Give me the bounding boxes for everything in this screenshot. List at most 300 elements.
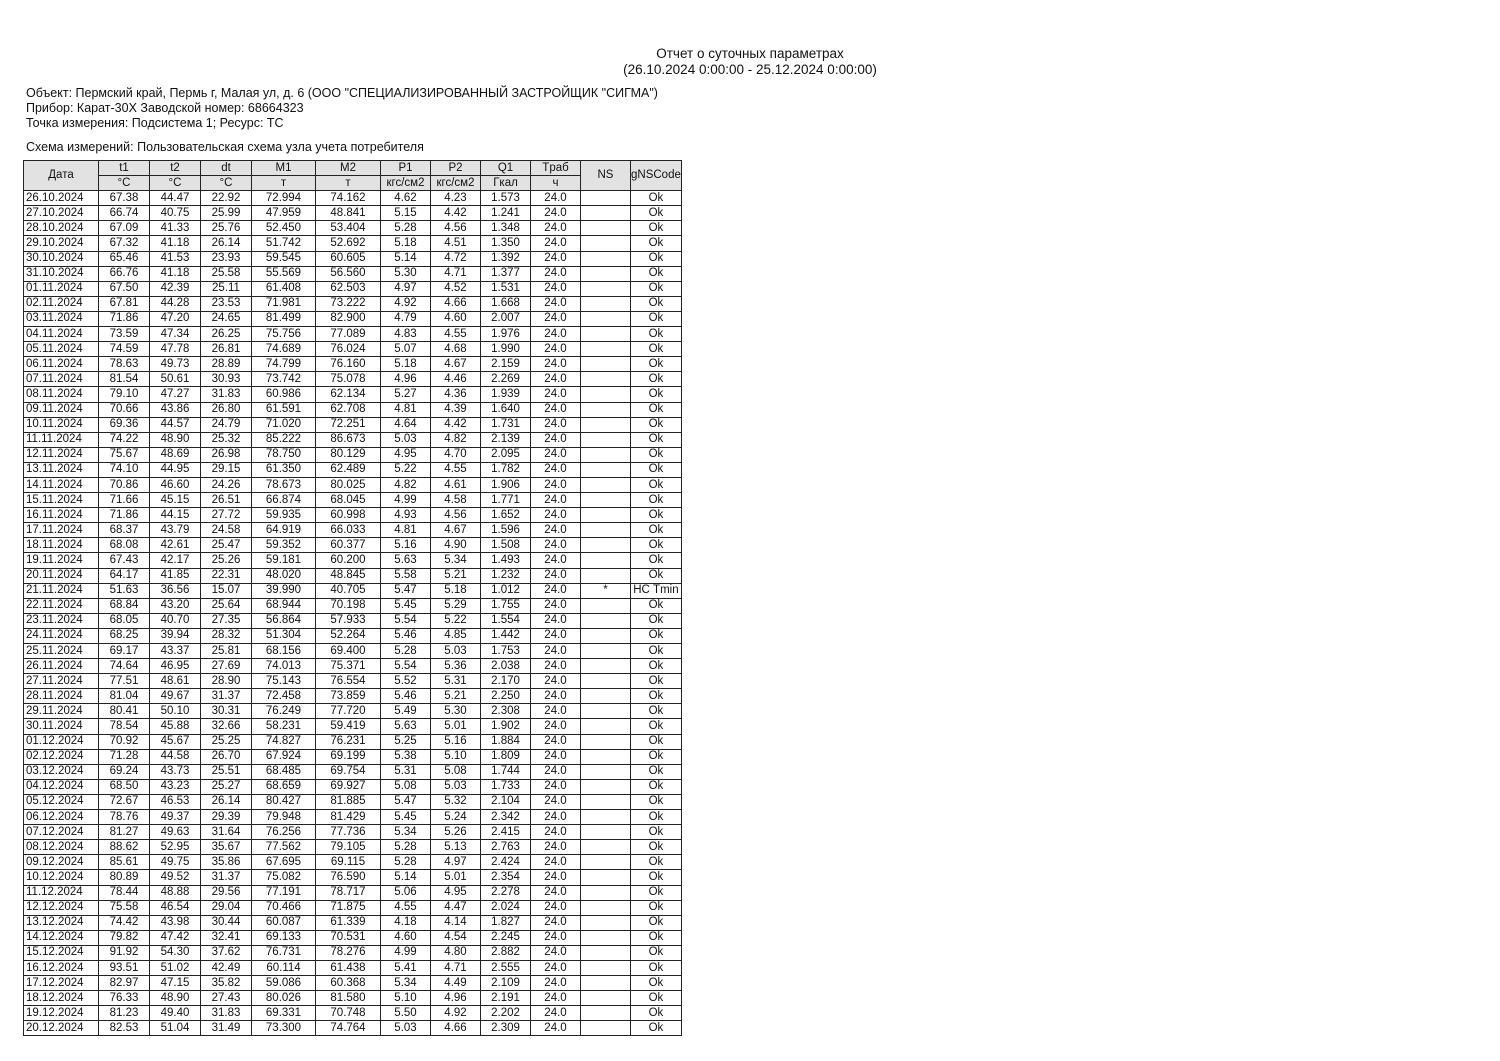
table-cell: 82.53 <box>99 1021 150 1036</box>
date-cell: 08.12.2024 <box>24 840 99 855</box>
table-cell: 24.0 <box>531 568 581 583</box>
column-unit: Гкал <box>481 176 531 191</box>
column-unit: ч <box>531 176 581 191</box>
table-cell: 37.62 <box>201 945 252 960</box>
table-cell: 46.60 <box>150 477 201 492</box>
table-cell: Ok <box>631 719 682 734</box>
table-cell: 2.109 <box>481 976 531 991</box>
date-header: Дата <box>24 161 99 191</box>
table-cell: 1.990 <box>481 342 531 357</box>
table-cell: 4.80 <box>431 945 481 960</box>
table-cell: 71.28 <box>99 749 150 764</box>
table-row <box>24 523 682 538</box>
table-cell: 47.34 <box>150 327 201 342</box>
table-cell: 60.605 <box>316 251 381 266</box>
table-cell: 27.69 <box>201 659 252 674</box>
table-row <box>24 493 682 508</box>
table-cell <box>581 191 631 206</box>
table-cell: 86.673 <box>316 432 381 447</box>
table-cell: 1.573 <box>481 191 531 206</box>
table-cell: 26.14 <box>201 794 252 809</box>
table-cell: 81.04 <box>99 689 150 704</box>
date-cell: 23.11.2024 <box>24 613 99 628</box>
table-row <box>24 870 682 885</box>
table-cell: 4.68 <box>431 342 481 357</box>
table-cell: Ok <box>631 613 682 628</box>
table-row <box>24 855 682 870</box>
table-cell: 39.990 <box>252 583 316 598</box>
table-cell: Ok <box>631 870 682 885</box>
table-cell: 25.32 <box>201 432 252 447</box>
table-cell: 22.31 <box>201 568 252 583</box>
table-cell: 1.902 <box>481 719 531 734</box>
table-cell: 73.59 <box>99 327 150 342</box>
table-cell: 76.731 <box>252 945 316 960</box>
table-cell: 47.15 <box>150 976 201 991</box>
date-cell: 01.11.2024 <box>24 281 99 296</box>
table-cell: 24.0 <box>531 477 581 492</box>
table-cell: 24.0 <box>531 191 581 206</box>
table-cell: 59.545 <box>252 251 316 266</box>
table-cell: 24.79 <box>201 417 252 432</box>
date-cell: 03.12.2024 <box>24 764 99 779</box>
table-cell: 60.986 <box>252 387 316 402</box>
table-cell <box>581 477 631 492</box>
table-cell: 61.339 <box>316 915 381 930</box>
table-cell: 70.66 <box>99 402 150 417</box>
table-cell: 25.27 <box>201 779 252 794</box>
table-cell <box>581 644 631 659</box>
report-period: (26.10.2024 0:00:00 - 25.12.2024 0:00:00) <box>623 62 877 77</box>
table-cell <box>581 417 631 432</box>
table-cell: 26.98 <box>201 447 252 462</box>
date-cell: 01.12.2024 <box>24 734 99 749</box>
table-cell: 41.53 <box>150 251 201 266</box>
table-cell: 24.0 <box>531 930 581 945</box>
table-cell <box>581 1006 631 1021</box>
table-cell: 4.79 <box>381 311 431 326</box>
table-cell: 5.46 <box>381 689 431 704</box>
table-cell: 24.0 <box>531 810 581 825</box>
table-cell <box>581 870 631 885</box>
table-row <box>24 598 682 613</box>
table-cell: 81.27 <box>99 825 150 840</box>
table-row <box>24 840 682 855</box>
table-cell: 66.74 <box>99 206 150 221</box>
table-cell: 4.92 <box>381 296 431 311</box>
table-cell: 2.245 <box>481 930 531 945</box>
table-cell: 51.742 <box>252 236 316 251</box>
table-cell: 50.61 <box>150 372 201 387</box>
table-cell: 26.25 <box>201 327 252 342</box>
table-cell: 74.22 <box>99 432 150 447</box>
table-cell: 4.42 <box>431 417 481 432</box>
table-cell <box>581 840 631 855</box>
table-cell: 78.276 <box>316 945 381 960</box>
table-cell: 23.53 <box>201 296 252 311</box>
table-cell: 70.531 <box>316 930 381 945</box>
column-unit: кгс/см2 <box>381 176 431 191</box>
table-cell: 82.900 <box>316 311 381 326</box>
table-cell: 76.33 <box>99 991 150 1006</box>
column-header: Tраб <box>531 161 581 176</box>
table-cell: 24.0 <box>531 508 581 523</box>
table-row <box>24 387 682 402</box>
table-cell: 5.47 <box>381 794 431 809</box>
table-cell: 72.994 <box>252 191 316 206</box>
table-cell: 5.22 <box>431 613 481 628</box>
table-cell <box>581 764 631 779</box>
table-cell: Ok <box>631 915 682 930</box>
date-cell: 14.12.2024 <box>24 930 99 945</box>
table-cell: 4.82 <box>431 432 481 447</box>
table-cell: 66.76 <box>99 266 150 281</box>
table-cell: 68.944 <box>252 598 316 613</box>
table-cell: 24.0 <box>531 855 581 870</box>
table-cell: 73.859 <box>316 689 381 704</box>
table-cell: 2.095 <box>481 447 531 462</box>
table-cell: 68.84 <box>99 598 150 613</box>
table-row <box>24 930 682 945</box>
table-row <box>24 508 682 523</box>
table-row <box>24 689 682 704</box>
table-cell: 72.251 <box>316 417 381 432</box>
table-cell: Ok <box>631 659 682 674</box>
table-row <box>24 976 682 991</box>
table-cell <box>581 779 631 794</box>
table-cell: 2.278 <box>481 885 531 900</box>
table-cell: 35.67 <box>201 840 252 855</box>
table-cell: 4.61 <box>431 477 481 492</box>
daily-parameters-table <box>23 160 682 1036</box>
table-cell: 24.0 <box>531 960 581 975</box>
table-cell: 2.007 <box>481 311 531 326</box>
table-cell: 36.56 <box>150 583 201 598</box>
table-cell: 1.350 <box>481 236 531 251</box>
table-cell: 55.569 <box>252 266 316 281</box>
table-cell: Ok <box>631 372 682 387</box>
table-cell: 2.342 <box>481 810 531 825</box>
table-cell <box>581 960 631 975</box>
table-cell: 24.0 <box>531 462 581 477</box>
table-cell: 5.08 <box>431 764 481 779</box>
table-cell: 5.50 <box>381 1006 431 1021</box>
table-cell: 15.07 <box>201 583 252 598</box>
table-cell: 61.438 <box>316 960 381 975</box>
table-cell: Ok <box>631 885 682 900</box>
table-cell: 4.71 <box>431 266 481 281</box>
table-cell <box>581 734 631 749</box>
table-cell: 51.02 <box>150 960 201 975</box>
table-cell: 1.753 <box>481 644 531 659</box>
table-cell: 4.93 <box>381 508 431 523</box>
table-cell: 24.0 <box>531 870 581 885</box>
table-cell: 78.44 <box>99 885 150 900</box>
table-cell: 4.14 <box>431 915 481 930</box>
table-cell: 79.948 <box>252 810 316 825</box>
table-cell: 5.31 <box>381 764 431 779</box>
table-cell: 5.25 <box>381 734 431 749</box>
table-cell: 4.83 <box>381 327 431 342</box>
table-cell: 81.429 <box>316 810 381 825</box>
date-cell: 10.12.2024 <box>24 870 99 885</box>
table-cell: 2.269 <box>481 372 531 387</box>
column-header: t2 <box>150 161 201 176</box>
table-cell <box>581 342 631 357</box>
table-cell: Ok <box>631 236 682 251</box>
date-cell: 26.10.2024 <box>24 191 99 206</box>
table-cell: 24.0 <box>531 553 581 568</box>
table-cell: 1.377 <box>481 266 531 281</box>
table-cell: 77.562 <box>252 840 316 855</box>
table-cell: 24.0 <box>531 689 581 704</box>
table-row <box>24 281 682 296</box>
date-cell: 04.12.2024 <box>24 779 99 794</box>
table-cell: 79.105 <box>316 840 381 855</box>
table-cell <box>581 251 631 266</box>
table-cell: 5.32 <box>431 794 481 809</box>
table-cell: Ok <box>631 960 682 975</box>
table-row <box>24 794 682 809</box>
column-unit: °C <box>150 176 201 191</box>
table-cell <box>581 628 631 643</box>
date-cell: 29.10.2024 <box>24 236 99 251</box>
table-row <box>24 674 682 689</box>
table-cell <box>581 719 631 734</box>
table-cell: 4.49 <box>431 976 481 991</box>
table-cell: 52.95 <box>150 840 201 855</box>
table-cell: 71.981 <box>252 296 316 311</box>
table-cell: 1.668 <box>481 296 531 311</box>
table-cell: 1.493 <box>481 553 531 568</box>
table-cell: 43.86 <box>150 402 201 417</box>
table-cell: 5.38 <box>381 749 431 764</box>
table-cell: 4.60 <box>381 930 431 945</box>
table-cell <box>581 432 631 447</box>
table-cell: 52.692 <box>316 236 381 251</box>
table-cell <box>581 855 631 870</box>
table-cell: 5.41 <box>381 960 431 975</box>
table-cell: НС Tmin <box>631 583 682 598</box>
table-cell: 24.0 <box>531 266 581 281</box>
table-cell: 4.67 <box>431 523 481 538</box>
date-cell: 20.12.2024 <box>24 1021 99 1036</box>
table-cell: 48.841 <box>316 206 381 221</box>
date-cell: 10.11.2024 <box>24 417 99 432</box>
table-cell: 68.05 <box>99 613 150 628</box>
table-cell: 4.99 <box>381 493 431 508</box>
date-cell: 29.11.2024 <box>24 704 99 719</box>
table-cell: 48.845 <box>316 568 381 583</box>
table-header <box>24 161 682 191</box>
table-cell: 61.408 <box>252 281 316 296</box>
table-cell: 53.404 <box>316 221 381 236</box>
table-cell: Ok <box>631 342 682 357</box>
table-cell: Ok <box>631 327 682 342</box>
date-cell: 26.11.2024 <box>24 659 99 674</box>
date-cell: 16.12.2024 <box>24 960 99 975</box>
table-cell: 67.50 <box>99 281 150 296</box>
table-cell: 24.0 <box>531 1021 581 1036</box>
table-cell: 30.44 <box>201 915 252 930</box>
table-cell: 52.450 <box>252 221 316 236</box>
table-cell: 71.66 <box>99 493 150 508</box>
table-cell <box>581 508 631 523</box>
table-cell: 69.133 <box>252 930 316 945</box>
table-cell: 2.159 <box>481 357 531 372</box>
date-cell: 06.11.2024 <box>24 357 99 372</box>
table-row <box>24 734 682 749</box>
table-cell: 5.63 <box>381 553 431 568</box>
table-cell: 1.241 <box>481 206 531 221</box>
table-cell: 75.67 <box>99 447 150 462</box>
table-cell: 2.250 <box>481 689 531 704</box>
table-cell: 24.0 <box>531 523 581 538</box>
table-cell: 24.0 <box>531 779 581 794</box>
table-cell: 24.0 <box>531 251 581 266</box>
table-cell: 79.10 <box>99 387 150 402</box>
table-cell: 44.58 <box>150 749 201 764</box>
table-cell: 44.28 <box>150 296 201 311</box>
table-cell: 4.56 <box>431 508 481 523</box>
table-cell: 4.64 <box>381 417 431 432</box>
table-cell <box>581 538 631 553</box>
table-cell: 24.0 <box>531 840 581 855</box>
table-cell: 39.94 <box>150 628 201 643</box>
column-unit: °C <box>99 176 150 191</box>
table-cell: 2.104 <box>481 794 531 809</box>
table-cell: 61.350 <box>252 462 316 477</box>
table-cell: 35.82 <box>201 976 252 991</box>
table-cell: 5.13 <box>431 840 481 855</box>
table-cell: 5.46 <box>381 628 431 643</box>
table-cell: 28.90 <box>201 674 252 689</box>
table-cell: 24.0 <box>531 296 581 311</box>
table-cell: 44.57 <box>150 417 201 432</box>
date-cell: 28.11.2024 <box>24 689 99 704</box>
table-cell: 48.90 <box>150 432 201 447</box>
table-cell: 1.827 <box>481 915 531 930</box>
table-cell: 69.331 <box>252 1006 316 1021</box>
table-cell: 28.89 <box>201 357 252 372</box>
table-cell <box>581 598 631 613</box>
table-body <box>24 191 682 1036</box>
table-cell: 4.47 <box>431 900 481 915</box>
table-cell: 4.99 <box>381 945 431 960</box>
table-cell: Ok <box>631 387 682 402</box>
table-cell: 59.352 <box>252 538 316 553</box>
table-row <box>24 372 682 387</box>
table-cell: 27.35 <box>201 613 252 628</box>
table-row <box>24 191 682 206</box>
table-cell: 24.0 <box>531 991 581 1006</box>
table-cell <box>581 387 631 402</box>
table-cell: 41.33 <box>150 221 201 236</box>
table-cell: 4.81 <box>381 402 431 417</box>
table-cell: 70.86 <box>99 477 150 492</box>
table-cell: 24.0 <box>531 644 581 659</box>
table-cell: 50.10 <box>150 704 201 719</box>
table-row <box>24 1021 682 1036</box>
table-cell: 67.32 <box>99 236 150 251</box>
table-row <box>24 991 682 1006</box>
table-cell <box>581 659 631 674</box>
table-cell: 4.71 <box>431 960 481 975</box>
table-cell: Ok <box>631 1021 682 1036</box>
table-cell: 42.49 <box>201 960 252 975</box>
column-unit: °C <box>201 176 252 191</box>
table-cell: 2.555 <box>481 960 531 975</box>
table-cell: 5.63 <box>381 719 431 734</box>
table-cell: 81.885 <box>316 794 381 809</box>
table-cell: 24.26 <box>201 477 252 492</box>
table-cell <box>581 447 631 462</box>
table-cell: 81.23 <box>99 1006 150 1021</box>
table-row <box>24 1006 682 1021</box>
table-cell: * <box>581 583 631 598</box>
table-cell: 65.46 <box>99 251 150 266</box>
table-cell: 76.256 <box>252 825 316 840</box>
table-cell: 88.62 <box>99 840 150 855</box>
table-cell: 25.81 <box>201 644 252 659</box>
table-cell: 68.045 <box>316 493 381 508</box>
table-cell <box>581 915 631 930</box>
table-cell: 40.75 <box>150 206 201 221</box>
table-row <box>24 810 682 825</box>
table-cell: 49.73 <box>150 357 201 372</box>
table-row <box>24 327 682 342</box>
table-cell: 71.020 <box>252 417 316 432</box>
table-cell: 49.40 <box>150 1006 201 1021</box>
column-unit: т <box>252 176 316 191</box>
table-cell: 4.42 <box>431 206 481 221</box>
table-cell: 80.129 <box>316 447 381 462</box>
table-cell <box>581 1021 631 1036</box>
table-cell <box>581 900 631 915</box>
table-cell: 24.0 <box>531 432 581 447</box>
table-cell: 31.83 <box>201 1006 252 1021</box>
table-cell: 24.0 <box>531 734 581 749</box>
table-cell: 91.92 <box>99 945 150 960</box>
table-cell: Ok <box>631 734 682 749</box>
table-cell <box>581 825 631 840</box>
table-cell: 4.51 <box>431 236 481 251</box>
date-cell: 31.10.2024 <box>24 266 99 281</box>
table-cell: Ok <box>631 447 682 462</box>
table-cell: 35.86 <box>201 855 252 870</box>
table-cell: 72.458 <box>252 689 316 704</box>
table-cell: 24.0 <box>531 357 581 372</box>
object-line: Объект: Пермский край, Пермь г, Малая ул, д. 6 (ООО "СПЕЦИАЛИЗИРОВАННЫЙ ЗАСТРОЙЩИК "СИГМА") <box>26 86 658 100</box>
table-cell: 2.763 <box>481 840 531 855</box>
column-header: P1 <box>381 161 431 176</box>
table-cell: 24.0 <box>531 311 581 326</box>
table-cell: Ok <box>631 538 682 553</box>
table-cell: 60.368 <box>316 976 381 991</box>
table-cell: 1.348 <box>481 221 531 236</box>
table-cell: 59.086 <box>252 976 316 991</box>
table-cell: 64.919 <box>252 523 316 538</box>
table-row <box>24 538 682 553</box>
table-cell: 4.36 <box>431 387 481 402</box>
table-cell: 48.88 <box>150 885 201 900</box>
date-cell: 07.11.2024 <box>24 372 99 387</box>
date-cell: 03.11.2024 <box>24 311 99 326</box>
table-cell: 24.0 <box>531 719 581 734</box>
table-row <box>24 568 682 583</box>
scheme-line: Схема измерений: Пользовательская схема узла учета потребителя <box>26 140 424 154</box>
table-cell: 26.70 <box>201 749 252 764</box>
